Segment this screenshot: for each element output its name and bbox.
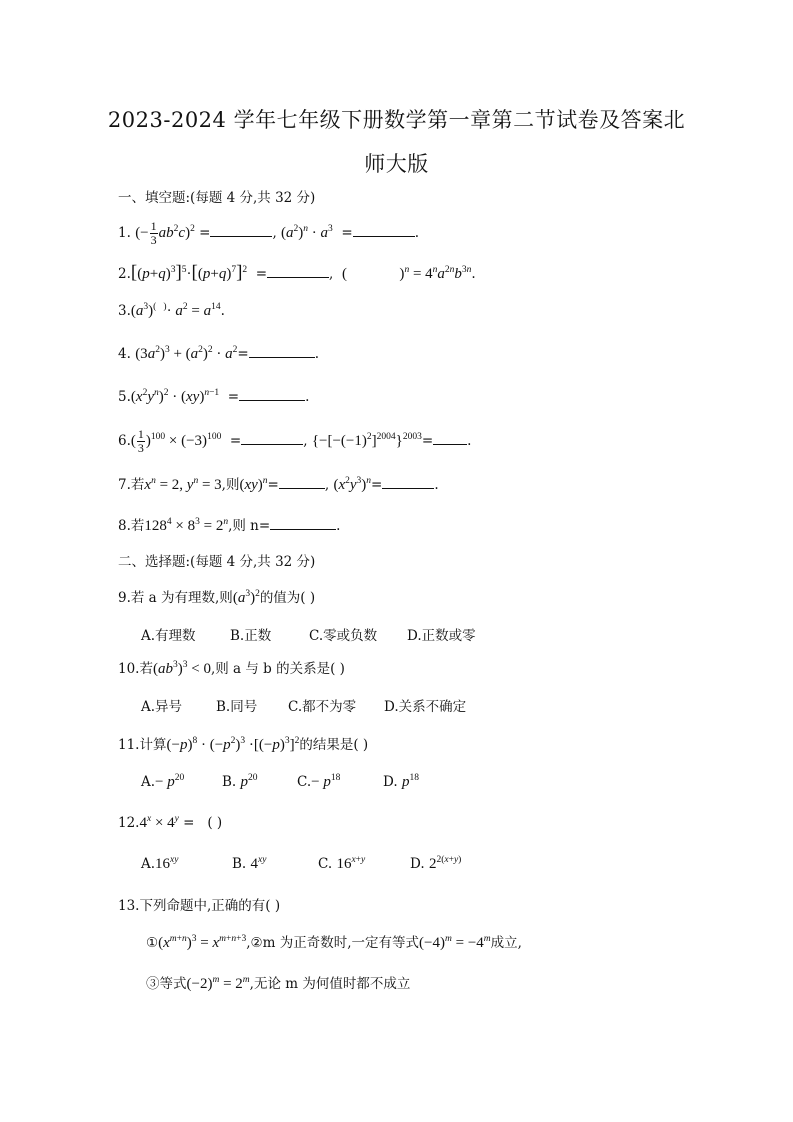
q11-option-c[interactable]: $C.- p^{18}$ [297,773,341,790]
page-title: 2023-2024 学年七年级下册数学第一章第二节试卷及答案北 [107,108,686,132]
q12-option-d[interactable]: D. $2^{2(x+y)}$ [410,855,462,872]
answer-blank[interactable] [279,476,325,489]
answer-blank[interactable] [433,432,467,445]
q9-option-b[interactable]: B.正数 [230,628,272,644]
question-6: 6.( $\frac{1}{3}$ )$^{100} \times (-3)^{100}$ = , $\{-[-(-1)^2]^{2004}\}^{2003}=$ . [118,427,472,455]
q10-option-c[interactable]: C.都不为零 [288,699,357,715]
q13-statements-1-2: $①(x^{m+n})^3$ = $x^{m+n+3},②m$ 为正奇数时,一定有等式$(-4)^m = -4^m$成立, [146,934,522,951]
question-8: 8.若$128^4 \times 8^3 = 2^n$,则 n= . [118,517,341,534]
question-1: 1. (− $\frac{1}{3}$ $ab^2c)^2$ = , $(a^2)^n \cdot a^3$ = . [118,219,419,247]
q9-option-a[interactable]: A.有理数 [141,628,196,644]
q11-option-a[interactable]: $A.- p^{20}$ [141,773,185,790]
answer-blank[interactable] [270,517,336,530]
question-13: 13.下列命题中,正确的有( ) [118,898,281,914]
q12-option-b[interactable]: B. $4^{xy}$ [232,855,267,872]
q11-option-d[interactable]: D. $p^{18}$ [383,773,419,790]
q10-option-a[interactable]: A.异号 [141,699,183,715]
answer-blank[interactable] [382,476,434,489]
answer-blank[interactable] [353,224,415,237]
answer-blank[interactable] [241,432,303,445]
q10-option-b[interactable]: B.同号 [216,699,258,715]
q9-option-d[interactable]: D.正数或零 [407,628,476,644]
answer-blank[interactable] [239,388,305,401]
q10-option-d[interactable]: D.关系不确定 [384,699,467,715]
question-9: 9.若 a 为有理数,则$(a^3)^2$的值为( ) [118,589,316,606]
question-10: 10.若$(ab^3)^3 < 0$,则 a 与 b 的关系是( ) [118,660,345,677]
q9-option-c[interactable]: C.零或负数 [309,628,378,644]
answer-blank[interactable] [267,265,329,278]
question-4: 4. $(3a^2)^3 + (a^2)^2 \cdot a^2=$ . [118,345,320,362]
question-3: $3.(a^3)^{( )}\cdot a^2 = a^{14}$. [118,302,225,319]
answer-blank[interactable] [210,224,272,237]
question-5: $5.(x^2y^n)^2 \cdot (xy)^{n-1}$ = . [118,388,310,405]
section-multiple-choice-heading: 二、选择题:(每题 4 分,共 32 分) [118,554,316,570]
q13-statement-3: ③等式$(-2)^m = 2^m$,无论 m 为何值时都不成立 [146,975,411,992]
q12-option-a[interactable]: $A.16^{xy}$ [141,855,179,872]
page-title-continued: 师大版 [364,152,429,176]
question-2: $2.[(p+q)^3]^5\cdot[(p+q)^7]^2$ = , ( )$^n = 4^na^{2n}b^{3n}$. [118,262,476,283]
q12-option-c[interactable]: C. $16^{x+y}$ [318,855,366,872]
answer-blank[interactable] [249,345,315,358]
q11-option-b[interactable]: B. $p^{20}$ [222,773,258,790]
question-11: 11.计算$(-p)^8 \cdot (-p^2)^3 \cdot[(-p)^3]^2$的结果是( ) [118,736,369,753]
question-7: 7.若$x^n = 2$, $y^n = 3$,则(xy)$^n$= , $(x^2y^3)^n=$ . [118,476,439,493]
section-fill-blank-heading: 一、填空题:(每题 4 分,共 32 分) [118,190,316,206]
question-12: $12.4^x \times 4^y$ = ( ) [118,814,223,831]
